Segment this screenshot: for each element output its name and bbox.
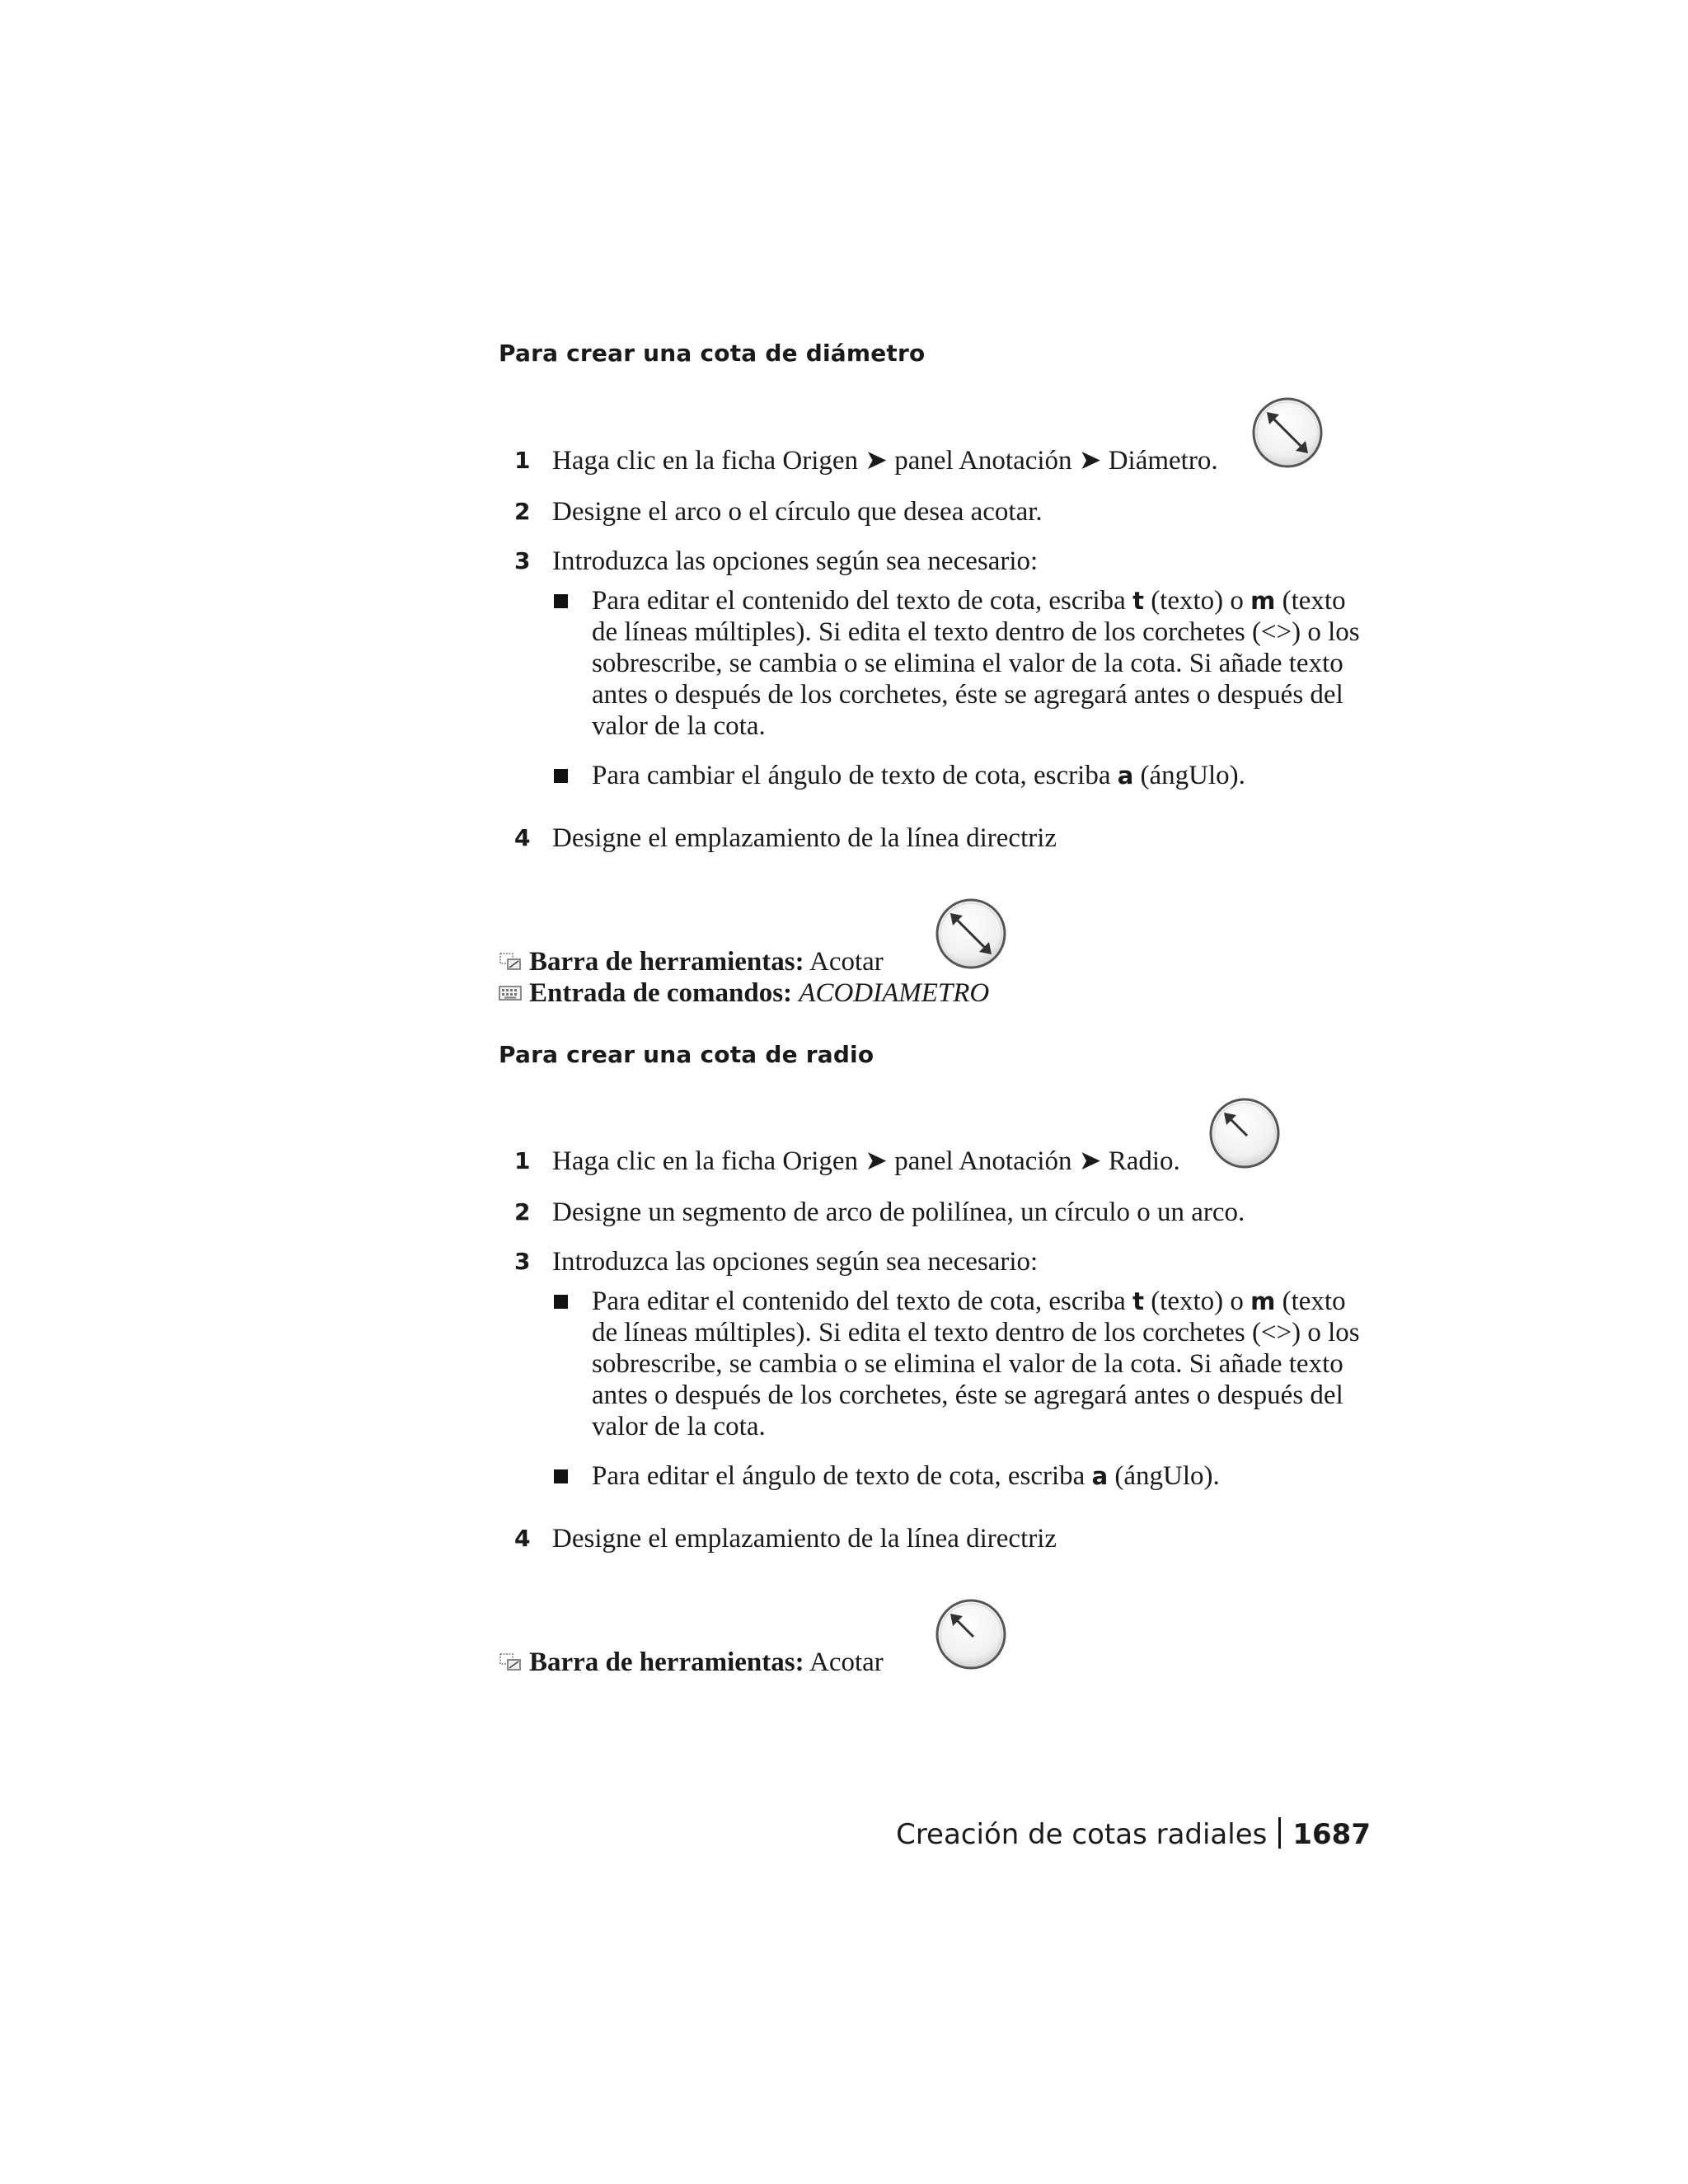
bullet-item: Para cambiar el ángulo de texto de cota, escriba a (ángUlo). — [554, 760, 1378, 793]
step-number: 2 — [514, 498, 531, 525]
step-number: 4 — [514, 824, 531, 851]
step-3 — [514, 1246, 1339, 1279]
step-number: 1 — [514, 447, 531, 474]
bullet-square-icon — [554, 594, 568, 608]
toolbar-reference: Barra de herramientas: Acotar — [498, 946, 1075, 979]
keyword: a — [1091, 1462, 1109, 1490]
step-text: Designe el emplazamiento de la línea directriz — [552, 1524, 1057, 1554]
step-number: 3 — [514, 547, 531, 574]
step-1 — [514, 445, 1339, 478]
radius-dimension-icon — [1207, 1096, 1282, 1170]
step-4 — [514, 1523, 1339, 1556]
step-2 — [514, 496, 1339, 529]
toolbar-icon — [498, 951, 523, 972]
step-number: 4 — [514, 1525, 531, 1552]
footer-title: Creación de cotas radiales — [896, 1818, 1268, 1851]
keyword: t — [1132, 587, 1144, 615]
step-text: Designe un segmento de arco de polilínea, un círculo o un arco. — [552, 1197, 1245, 1227]
bullet-square-icon — [554, 769, 568, 783]
section-heading: Para crear una cota de radio — [499, 1041, 874, 1068]
keyword: m — [1250, 587, 1276, 615]
radius-dimension-icon — [934, 1597, 1008, 1671]
bullet-square-icon — [554, 1469, 568, 1483]
step-text: Introduzca las opciones según sea necesario: — [552, 1247, 1039, 1277]
bullet-square-icon — [554, 1295, 568, 1309]
toolbar-reference: Barra de herramientas: Acotar — [498, 1647, 1075, 1680]
step-number: 2 — [514, 1198, 531, 1226]
page-number: 1687 — [1292, 1818, 1371, 1851]
diameter-dimension-icon — [1250, 396, 1325, 470]
footer-divider — [1278, 1817, 1281, 1849]
step-text: Haga clic en la ficha Origen ➤ panel Anotación ➤ Diámetro. — [552, 446, 1218, 476]
bullet-item: Para editar el contenido del texto de cota, escriba t (texto) o m (texto de líneas múltiples). Si edita el texto dentro de los corchetes (<>) o los sobrescribe, se cambia o se elimina el valor de la cota. Si añade texto antes o después de los corchetes, éste se agregará antes o después del valor de la cota. — [554, 1286, 1378, 1446]
step-number: 1 — [514, 1147, 531, 1174]
keyboard-icon — [498, 982, 523, 1004]
step-3 — [514, 546, 1339, 579]
bullet-item: Para editar el contenido del texto de cota, escriba t (texto) o m (texto de líneas múltiples). Si edita el texto dentro de los corchetes (<>) o los sobrescribe, se cambia o se elimina el valor de la cota. Si añade texto antes o después de los corchetes, éste se agregará antes o después del valor de la cota. — [554, 585, 1378, 746]
step-number: 3 — [514, 1248, 531, 1275]
keyword: m — [1250, 1287, 1276, 1315]
bullet-item: Para editar el ángulo de texto de cota, escriba a (ángUlo). — [554, 1460, 1378, 1493]
step-4 — [514, 823, 1339, 855]
step-2 — [514, 1197, 1339, 1230]
page-footer — [896, 1817, 1371, 1851]
step-text: Introduzca las opciones según sea necesario: — [552, 546, 1039, 576]
step-text: Designe el emplazamiento de la línea directriz — [552, 823, 1057, 853]
toolbar-icon — [498, 1652, 523, 1673]
keyword: t — [1132, 1287, 1144, 1315]
section-heading: Para crear una cota de diámetro — [499, 340, 926, 367]
keyword: a — [1117, 762, 1134, 790]
step-text: Haga clic en la ficha Origen ➤ panel Anotación ➤ Radio. — [552, 1146, 1180, 1176]
step-text: Designe el arco o el círculo que desea acotar. — [552, 497, 1043, 527]
command-reference: Entrada de comandos: ACODIAMETRO — [498, 977, 1240, 1010]
diameter-dimension-icon — [934, 897, 1008, 971]
